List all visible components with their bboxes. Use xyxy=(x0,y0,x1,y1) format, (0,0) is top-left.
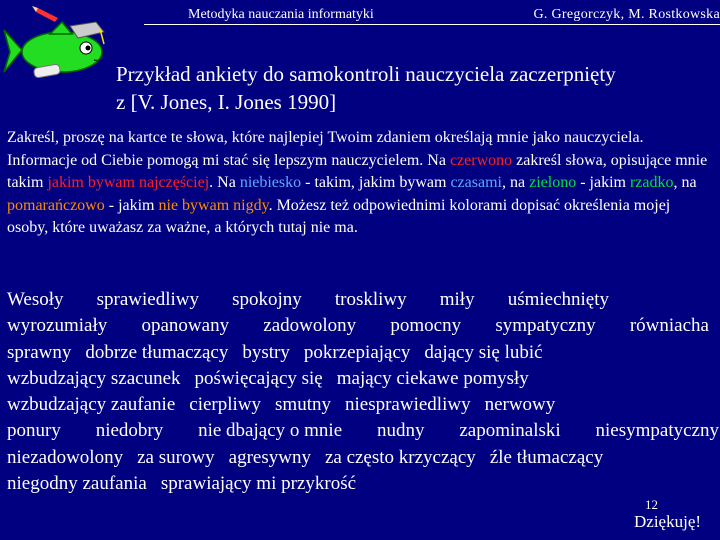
adjective: opanowany xyxy=(141,315,230,337)
intro-text: Zakreśl, proszę na kartce te słowa, które najlepiej Twoim zdaniem określają mnie jako nauczyciela. Informacje od Ciebie pomogą mi stać się lepszym nauczycielem. Na xyxy=(7,129,644,169)
red-keyword: czerwono xyxy=(449,151,513,169)
adjective: za surowy xyxy=(137,446,215,468)
course-title: Metodyka nauczania informatyki xyxy=(188,7,374,22)
adjective: sprawiedliwy xyxy=(96,289,199,310)
adjective: nerwowy xyxy=(484,394,556,416)
fish-mascot-logo xyxy=(0,0,120,90)
adjective: sprawny xyxy=(7,341,72,363)
adjective: niesprawiedliwy xyxy=(344,394,471,416)
adjective: za często krzyczący xyxy=(324,446,476,468)
adjective-row xyxy=(7,287,719,313)
authors: G. Gregorczyk, M. Rostkowska xyxy=(533,7,720,22)
adjective: ponury xyxy=(7,420,61,442)
slide-title-line-2: z [V. Jones, I. Jones 1990] xyxy=(116,90,337,114)
green-keyword: zielono xyxy=(529,174,577,191)
slide-title-line-1: Przykład ankiety do samokontroli nauczyciela zaczerpnięty xyxy=(116,62,616,86)
adjective: niegodny zaufania xyxy=(7,473,147,495)
intro-text: - jakim xyxy=(104,196,159,214)
adjective: źle tłumaczący xyxy=(489,446,604,468)
adjective-row xyxy=(7,471,719,497)
intro-text: - takim, jakim bywam xyxy=(301,174,451,191)
adjective: wyrozumiały xyxy=(7,315,108,337)
adjective: pokrzepiający xyxy=(303,341,411,363)
adjective: równiacha xyxy=(629,315,709,337)
intro-text: . Możesz też odpowiednimi kolorami dopisać określenia mojej osoby, które uważasz za ważne, a których tutaj nie ma. xyxy=(7,196,671,236)
adjective: spokojny xyxy=(232,289,302,310)
adjective: troskliwy xyxy=(334,289,407,310)
blue-keyword: niebiesko xyxy=(239,174,302,191)
adjective: niezadowolony xyxy=(7,446,124,468)
adjective: pomocny xyxy=(390,315,462,337)
adjective: uśmiechnięty xyxy=(507,289,609,310)
adjective: nudny xyxy=(376,420,425,442)
orange-keyword: pomarańczowo xyxy=(7,196,105,214)
slide-title xyxy=(116,60,716,116)
adjective: mający ciekawe pomysły xyxy=(336,367,529,389)
adjective: miły xyxy=(439,289,475,310)
adjective: agresywny xyxy=(228,446,311,468)
adjective-row xyxy=(7,392,719,418)
thanks-text: Dziękuję! xyxy=(634,512,702,531)
adjective: dobrze tłumaczący xyxy=(85,341,229,363)
adjective: sympatyczny xyxy=(495,315,596,337)
green-phrase: rzadko xyxy=(629,174,674,191)
adjective-row xyxy=(7,418,719,444)
adjective: wzbudzający szacunek xyxy=(7,367,181,389)
adjective: dający się lubić xyxy=(424,341,543,363)
adjective-row xyxy=(7,340,719,366)
adjective: Wesoły xyxy=(7,289,64,310)
adjective: nie dbający o mnie xyxy=(198,420,343,442)
adjective-row xyxy=(7,445,719,471)
intro-text: zakreśl słowa, opisujące mnie takim xyxy=(7,151,708,191)
adjective-row xyxy=(7,366,719,392)
adjective: poświęcający się xyxy=(194,367,323,389)
intro-text: . Na xyxy=(209,174,240,191)
adjective: smutny xyxy=(275,394,331,416)
adjective: zapominalski xyxy=(459,420,561,442)
adjective: sprawiający mi przykrość xyxy=(160,473,357,495)
adjective-list xyxy=(7,287,719,497)
adjective: cierpliwy xyxy=(189,394,262,416)
red-phrase: jakim bywam najczęściej xyxy=(47,174,210,191)
adjective: niedobry xyxy=(95,420,164,442)
slide-header xyxy=(144,4,720,25)
adjective-row xyxy=(7,313,719,339)
orange-phrase: nie bywam nigdy xyxy=(158,196,269,214)
adjective: zadowolony xyxy=(263,315,357,337)
adjective: bystry xyxy=(242,341,290,363)
page-number: 12 xyxy=(645,497,658,512)
adjective: wzbudzający zaufanie xyxy=(7,394,176,416)
intro-text: - jakim xyxy=(576,174,630,191)
adjective: niesympatyczny xyxy=(595,420,719,442)
intro-text: , na xyxy=(673,174,697,191)
blue-phrase: czasami xyxy=(450,174,502,191)
instructions-paragraph xyxy=(7,127,715,240)
intro-text: , na xyxy=(501,174,530,191)
